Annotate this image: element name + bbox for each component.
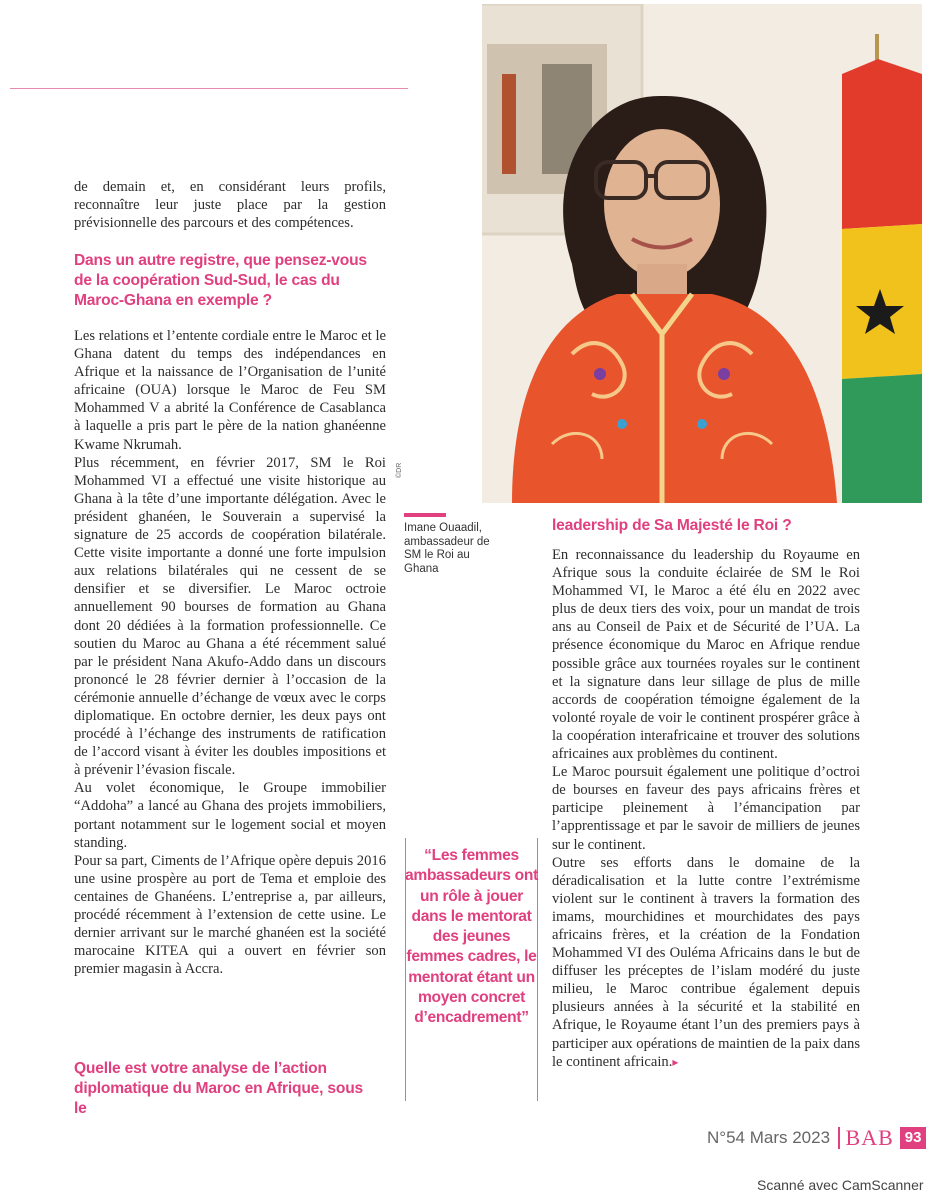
question-heading: Dans un autre registre, que pensez-vous de la coopération Sud-Sud, le cas du Maroc-Ghana en exemple ? [74, 252, 367, 309]
paragraph: Le Maroc poursuit également une politique d’octroi de bourses en faveur des pays africains frères et participe pleinement à l’émancipation par l’apprentissage et par le savoir de milliers de jeunes sur le continent. [552, 764, 860, 853]
footer-separator [838, 1127, 840, 1149]
issue-label: N°54 Mars 2023 [707, 1128, 831, 1147]
paragraph-text: Outre ses efforts dans le domaine de la déradicalisation et la lutte contre l’extrémisme violent sur le continent à travers la formation des imams, mourchidines et mourchidates des pays africains frères, et la création de la Fondation Mohammed VI des Ouléma Africains dans le but de diffuser les préceptes de l’islam modéré du juste milieu, le Maroc contribue également depuis plusieurs années à la sécurité et la stabilité en Afrique, le Royaume étant l’un des premiers pays à participer aux opérations de maintien de la paix dans le continent africain. [552, 854, 860, 1070]
end-mark: ▸ [672, 1054, 679, 1069]
portrait-photo [482, 4, 922, 503]
question-heading: leadership de Sa Majesté le Roi ? [552, 517, 792, 534]
photo-caption: Imane Ouaadil, ambassadeur de SM le Roi au Ghana [404, 522, 490, 575]
paragraph: En reconnaissance du leadership du Royaume en Afrique sous la conduite éclairée de SM le Roi Mohammed VI, le Maroc a été élu en 2022 avec plus de deux tiers des voix, pour un mandat de trois ans au Conseil de Paix et de Sécurité de l’UA. La présence économique du Maroc en Afrique rendue possible grâce aux tournées royales sur le continent et la signature dans leur sillage de plus de mille accords de coopération témoigne également de la volonté royale de voir le continent prospérer grâce à la coopération interafricaine et trouver des solutions africaines aux problèmes du continent. [552, 547, 860, 763]
paragraph [552, 854, 860, 1071]
portrait-illustration [482, 4, 922, 503]
column-1-body [74, 327, 386, 978]
paragraph: Au volet économique, le Groupe immobilier “Addoha” a lancé au Ghana des projets immobiliers, portant notamment sur le logement social et moyen standing. [74, 780, 386, 851]
column-3-body [552, 546, 860, 1071]
magazine-logo: BAB [845, 1125, 894, 1150]
paragraph: Pour sa part, Ciments de l’Afrique opère depuis 2016 une usine prospère au port de Tema et emploie des centaines de Ghanéens. L’entreprise a, par ailleurs, procédé récemment à l’extension de cette usine. Le dernier arrivant sur le marché ghanéen est la société marocaine KITEA qui a ouvert en février son premier magasin à Accra. [74, 852, 386, 978]
pull-quote: “Les femmes ambassadeurs ont un rôle à jouer dans le mentorat des jeunes femmes cadres, le mentorat étant un moyen concret d’encadrement” [405, 847, 538, 1027]
question-heading: Quelle est votre analyse de l’action diplomatique du Maroc en Afrique, sous le [74, 1060, 363, 1117]
top-rule [10, 88, 408, 89]
scanner-watermark: Scanné avec CamScanner [757, 1177, 924, 1193]
caption-accent-bar [404, 513, 446, 517]
intro-paragraph: de demain et, en considérant leurs profils, reconnaître leur juste place par la gestion prévisionnelle des parcours et des compétences. [74, 179, 386, 232]
column-1 [74, 178, 386, 232]
page-footer [707, 1127, 926, 1149]
question-2-continued [552, 516, 852, 536]
question-1 [74, 251, 374, 311]
photo-credit: ©DR [396, 462, 403, 478]
paragraph: Plus récemment, en février 2017, SM le Roi Mohammed VI a effectué une visite historique au Ghana à la tête d’une importante délégation. Avec le président ghanéen, le Souverain a supervisé la signature de 25 accords de coopération bilatérale. Cette visite importante a donné une forte impulsion aux relations bilatérales qui ne cessent de se densifier et se diversifier. Le Maroc octroie annuellement 90 bourses de formation au Ghana dont 20 dédiées à la formation professionnelle. Ce soutien du Maroc au Ghana a été récemment salué par le président Nana Akufo-Addo dans un discours prononcé le 28 février dernier à l’occasion de la cérémonie annuelle d’échange de vœux avec le corps diplomatique. En octobre dernier, les deux pays ont procédé à l’échange des instruments de ratification de l’accord visant à éviter les doubles impositions et à prévenir l’évasion fiscale. [74, 454, 386, 779]
paragraph: Les relations et l’entente cordiale entre le Maroc et le Ghana datent du temps des indépendances en Afrique et la naissance de l’Organisation de l’unité africaine (OUA) lorsque le Maroc de Feu SM Mohammed V a abrité la Conférence de Casablanca à laquelle a pris part le père de la nation ghanéenne Kwame Nkrumah. [74, 328, 386, 453]
question-2 [74, 1059, 374, 1119]
page-number: 93 [900, 1127, 927, 1149]
